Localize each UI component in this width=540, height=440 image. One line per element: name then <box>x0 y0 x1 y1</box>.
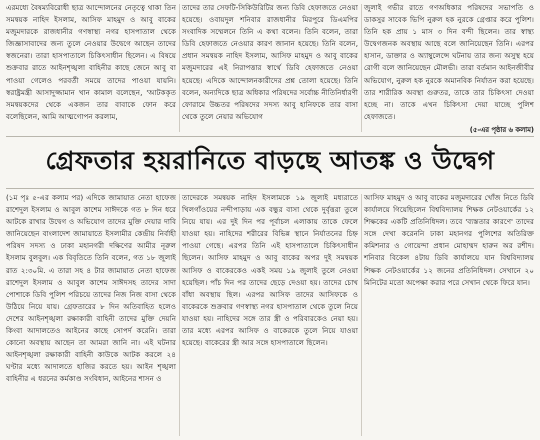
article-text: তাদের তার সেফটি-সিকিউরিটির জন্য ডিবি হেফাজতে নেওয়া হয়েছে। ওবায়দুল শনিবার রাজধানীর মিরপুরে ডিএমপির সংবাদিক সম্মেলনে তিনি এ কথা বলেন। তিনি বলেন, তারা ডিবি হেফাজতে নেওয়ার কারণ জানান হয়েছে। তিনি বলেন, প্রধান সমন্বয়ক নাহিদ ইসলাম, আসিফ মাহমুদ ও আবু বাকের মজুমদারের এই নিরাপত্তার স্বার্থে ডিবি হেফাজতে নেওয়া হয়েছে। এদিকে আন্দোলনকারীদের প্রশ্ন তোলা হয়েছে। তিনি বলেন, অন্যদিকে ছাত্র অধিকার পরিষদের সর্বোচ্চ নীতিনির্ধারণী ফোরামে উচ্চতর পরিষদের সদস্য আবু হানিফকে তার বাসা থেকে তুলে নেয়ার অভিযোগ <box>182 3 358 121</box>
section-divider <box>6 188 534 189</box>
article-body-column-3 <box>364 192 534 289</box>
section-divider <box>6 136 534 137</box>
column-divider <box>179 4 180 132</box>
article-body-column-2 <box>182 192 358 349</box>
column-divider <box>179 194 180 436</box>
article-top-column-3 <box>364 2 534 136</box>
continued-note: (৫-এর পৃষ্ঠার ৬ কলাম) <box>469 125 534 134</box>
article-text: জুলাই গভীর রাতে গণঅধিকার পরিষদের সভাপতি ও ডাকসুর সাবেক ভিপি নুরুল হক নুরকে গ্রেপ্তার করে পুলিশ। তিনি হক প্রায় ১ মাস ৩ দিন বন্দী ছিলেন। তার স্বাস্থ্য উদ্বেগজনক অবস্থায় আছে বলে জানিয়েছেন তিনি। এরপর হাসান, ডাক্তার ও অ্যাম্বুলেন্সে ঘটনায় তার জন্য অসুস্থ হয়ে রোগী বলে জানিয়েছেন মৌলভী। তারা বর্তমান আইনজীবীর অভিযোগ, নুরুল হক নুরকে অমানবিক নির্যাতন করা হয়েছে। তার শারীরিক অবস্থা গুরুতর, তাকে তার চিকিৎসা দেওয়া হচ্ছে না। তাকে এখন চিকিৎসা দেয়া যাচ্ছে পুলিশ হেফাজতে। <box>364 3 534 121</box>
column-divider <box>361 194 362 436</box>
headline: গ্রেফতার হয়রানিতে বাড়ছে আতঙ্ক ও উদ্বেগ <box>45 145 495 175</box>
article-text: এরমধ্যে বৈষম্যবিরোধী ছাত্র আন্দোলনের নেতৃত্বে থাকা তিন সমন্বয়ক নাহিদ ইসলাম, আসিফ মাহমুদ ও আবু বাকের মজুমদারকে রাজধানীর গণস্বাস্থ্য নগর হাসপাতাল থেকে জিজ্ঞাসাবাদের জন্য তুলে নেওয়ার উদ্বেগে আছেন তাদের স্বজনেরা। তারা হাসপাতালে চিকিৎসাধীন ছিলেন। এ বিষয়ে শুক্রবার রাতে আইনশৃঙ্খলা বাহিনীর কাছে জেনে আবু বা পাওয়া গেলেও পরবর্তী সময়ে তাদের পাওয়া যায়নি। স্বরাষ্ট্রমন্ত্রী আসাদুজ্জামান খান কামাল বলেছেন, 'আটককৃত সমন্বয়কদের থেকে একজন তার বাবাকে ফোন করে বলেছিলেন, আমি আত্মগোপন করলাম, <box>6 3 176 121</box>
column-divider <box>361 4 362 132</box>
article-body-column-1 <box>6 192 176 386</box>
article-text: (১ম পৃঃ ৫-এর কলাম পর) এদিকে জামায়াত নেতা হাফেজ রাশেদুল ইসলাম ও আবুল কাশেম সাঈদকে গত ৮ দিন ধরে আটকে রাখার উদ্বেগ ও অভিযোগ তাদের মুক্তি দেয়ার দাবি জানিয়েছেন বাংলাদেশ জামায়াতে ইসলামীর কেন্দ্রীয় নির্বাহী পরিষদ সদস্য ও ঢাকা মহানগরী দক্ষিণের আমীর নূরুল ইসলাম বুলবুল। এক বিবৃতিতে তিনি বলেন, গত ১৮ জুলাই রাত ২:৩০মি. এ তারা সহ ৪ টার জামায়াত নেতা হাফেজ রাশেদুল ইসলাম ও আবুল কাশেম সাঈদসহ তাদের সাদা পোশাকে ডিবি পুলিশ পরিচয়ে তাদের নিজ নিজ বাসা থেকে উঠিয়ে নিয়ে যায়। গ্রেফতারের ৮ দিন অতিবাহিত হলেও দেশের আইনশৃঙ্খলা রক্ষাকারী বাহিনী তাদের মুক্তি দেয়নি কিংবা আদালতেও আইনের কাছে সোপর্দ করেনি। তারা কোনো অবস্থায় আছেন তা আমরা জানি না। এই ঘটনার আইনশৃঙ্খলা রক্ষাকারী বাহিনী কাউকে আটক করলে ২৪ ঘণ্টার মধ্যে আদালতে হাজির করতে হয়। আইন শৃঙ্খলা বাহিনীর এ ধরনের কর্মকাণ্ড সংবিধান, আইনের শাসন ও <box>6 193 176 384</box>
article-top-column-2 <box>182 2 358 123</box>
article-top-column-1 <box>6 2 176 123</box>
article-text: আসিফ মাহমুদ ও আবু বাকের মজুমদারের খোঁজ নিতে ডিবি কার্যালয়ে গিয়েছিলেন বিশ্ববিদ্যালয় শিক্ষক নেটওয়ার্কের ১২ শিক্ষকের একটি প্রতিনিধিদল। তবে 'ব্যস্ততার কারণে' তাদের সঙ্গে দেখা করেননি ঢাকা মহানগর পুলিশের অতিরিক্ত কমিশনার ও গোয়েন্দা প্রধান মোহাম্মদ হারুন অর রশীদ। শনিবার বিকেল ৪টায় ডিবি কার্যালয়ে যান বিশ্ববিদ্যালয় শিক্ষক নেটওয়ার্কের ১২ জনের প্রতিনিধিদল। সেখানে ২০ মিনিটের মতো অপেক্ষা করার পরে সেখান থেকে ফিরে যান। <box>364 193 534 287</box>
article-text: তাদেরকে সমন্বয়ক নাহিদ ইসলামকে ১৯ জুলাই মধ্যরাতে খিলগাঁওয়ের নন্দীপাড়ায় এক বন্ধুর বাসা থেকে দুর্বৃত্তরা তুলে নিয়ে যায়। এর দুই দিন পর পূর্বাচল এলাকায় তাকে ফেলে যাওয়া হয়। নাহিদের শরীরের বিভিন্ন স্থানে নির্যাতনের চিহ্ন পাওয়া গেছে। এরপর তিনি এই হাসপাতালে চিকিৎসাধীন ছিলেন। আসিফ মাহমুদ ও আবু বাকের অপর দুই সমন্বয়ক আসিফ ও বাকেরকেও একই সময় ১৯ জুলাই তুলে নেওয়া হয়েছিল। পাঁচ দিন পর তাদের ছেড়ে দেওয়া হয়। তাদের চোখ বাঁধা অবস্থায় ছিল। এরপর আসিফ তাদের আসিফকে ও বাকেরকে শুক্রবার গণস্বাস্থ্য নগর হাসপাতাল থেকে তুলে নিয়ে যাওয়া হয়। নাহিদের সঙ্গে তার স্ত্রী ও পরিবারকেও নেয়া হয়। তার মধ্যে এরপর আসিফ ও বাকেরকে তুলে নিয়ে যাওয়া হয়েছে। বাকেরের স্ত্রী আর সঙ্গে হাসপাতালে ছিলেন। <box>182 193 358 348</box>
